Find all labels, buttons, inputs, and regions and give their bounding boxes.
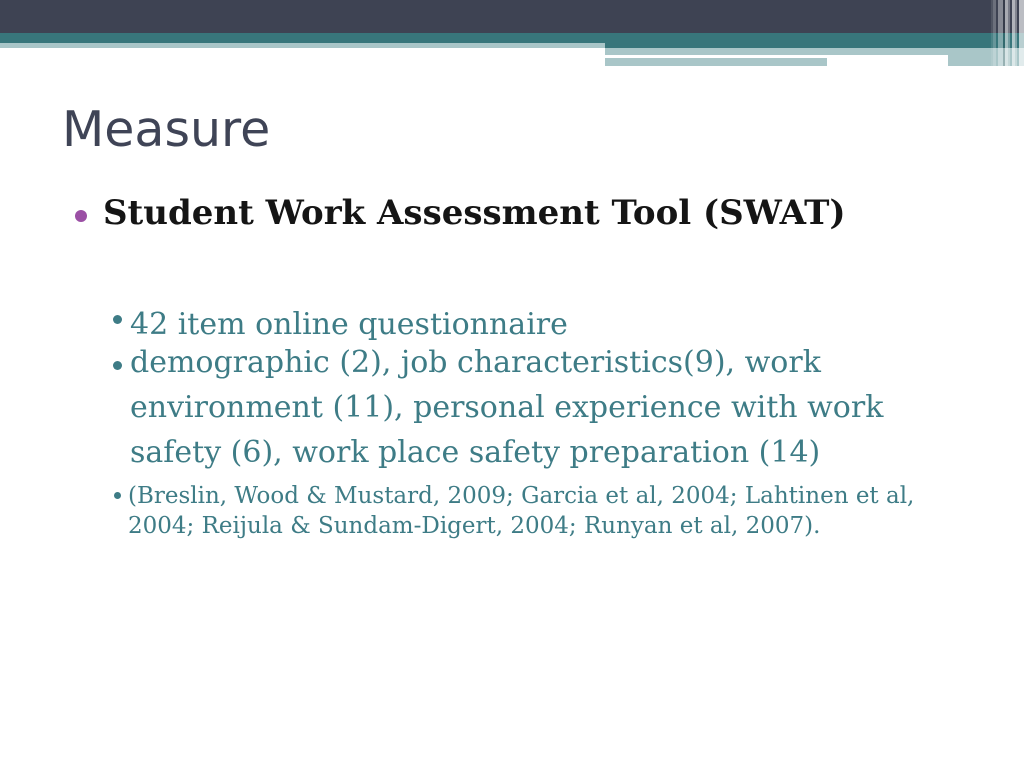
sub-bullet-row-2: [113, 340, 883, 475]
teal-bullet-dot-icon: [113, 361, 122, 370]
header-right-teal-block: [605, 33, 1024, 48]
citation-text: [128, 481, 914, 541]
purple-bullet-dot-icon: [75, 210, 87, 222]
teal-bullet-dot-icon: [113, 315, 122, 324]
slide-title: Measure: [62, 101, 271, 158]
header-right-light-band: [605, 48, 1024, 55]
text-line: (Breslin, Wood & Mustard, 2009; Garcia et al, 2004; Lahtinen et al,: [128, 483, 915, 509]
header-right-light-band2: [605, 58, 827, 66]
text-line: 42 item online questionnaire: [130, 307, 568, 342]
teal-bullet-dot-small-icon: [114, 492, 121, 499]
sub-bullet-2-text: [130, 340, 883, 475]
main-bullet-text: Student Work Assessment Tool (SWAT): [103, 193, 846, 233]
text-line: 2004; Reijula & Sundam-Digert, 2004; Runyan et al, 2007).: [128, 513, 821, 539]
header-bar-dark: [0, 0, 1024, 33]
main-bullet-row: [75, 192, 846, 234]
text-line: environment (11), personal experience with work: [130, 390, 884, 425]
header-strip-light: [0, 43, 605, 48]
text-line: demographic (2), job characteristics(9), work: [130, 345, 821, 380]
citation-bullet-row: [114, 481, 914, 541]
text-line: safety (6), work place safety preparation (14): [130, 435, 821, 470]
header-right-light-piece: [948, 55, 1024, 66]
